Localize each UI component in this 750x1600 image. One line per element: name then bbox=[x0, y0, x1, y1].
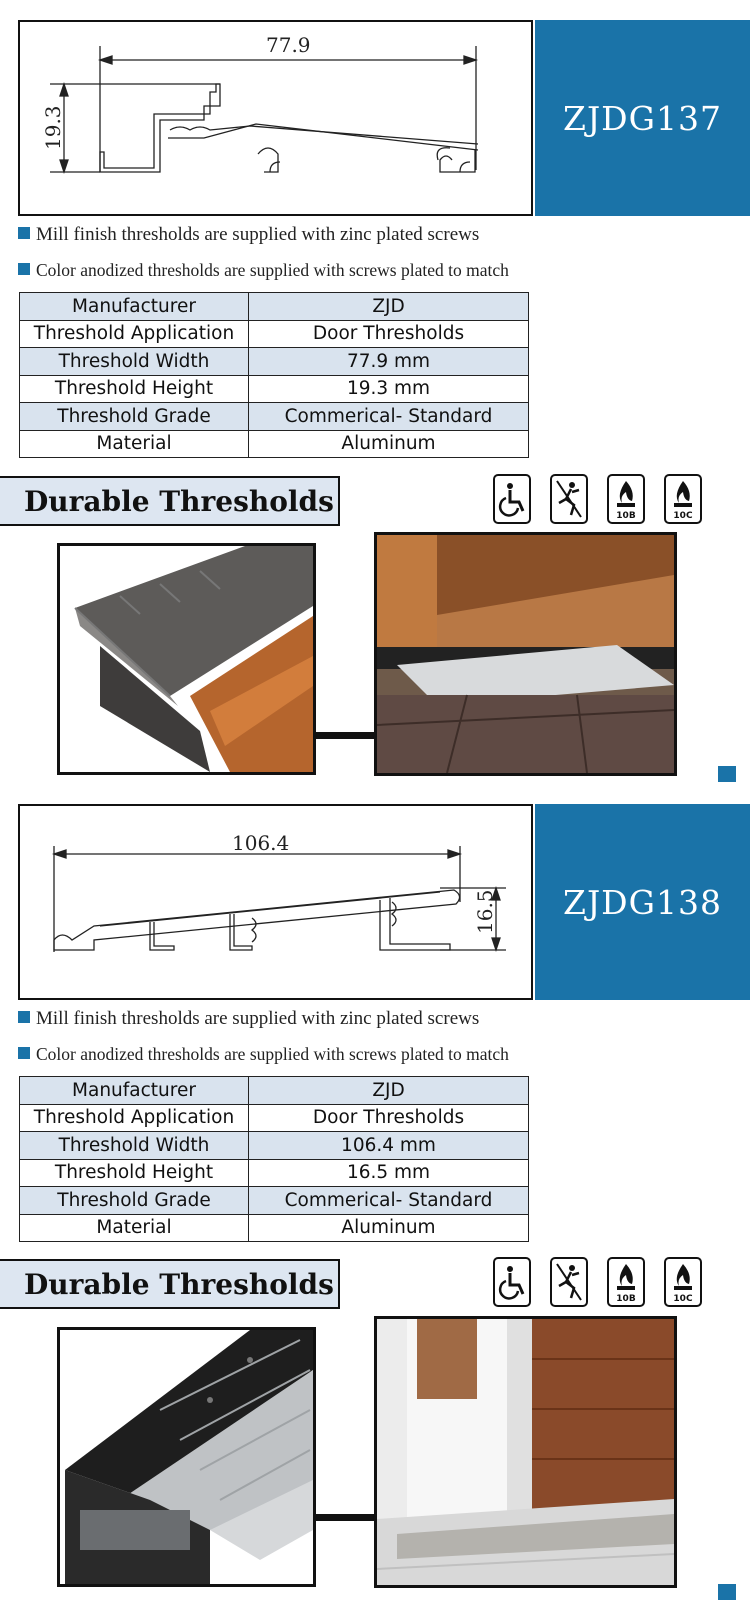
section-banner bbox=[0, 476, 340, 526]
spec-key: Threshold Width bbox=[20, 1132, 249, 1160]
spec-key: Threshold Grade bbox=[20, 1187, 249, 1215]
fire-rating-label: 10C bbox=[673, 511, 693, 521]
installed-threshold-photo bbox=[374, 1316, 677, 1588]
dimension-width-label: 77.9 bbox=[266, 33, 311, 57]
connector-line bbox=[316, 1514, 374, 1521]
wheelchair-icon bbox=[493, 1257, 531, 1307]
table-row bbox=[20, 320, 529, 348]
note-text: Mill finish thresholds are supplied with zinc plated screws bbox=[36, 1008, 480, 1029]
table-row bbox=[20, 1104, 529, 1132]
table-row bbox=[20, 293, 529, 321]
spec-value: Aluminum bbox=[249, 1214, 529, 1242]
table-row bbox=[20, 1132, 529, 1160]
model-number-panel bbox=[535, 804, 750, 1000]
table-row bbox=[20, 1187, 529, 1215]
spec-value: Aluminum bbox=[249, 430, 529, 458]
fire-rating-label: 10B bbox=[616, 1294, 636, 1304]
connector-line bbox=[316, 732, 374, 739]
model-number: ZJDG138 bbox=[563, 882, 722, 922]
spec-value: ZJD bbox=[249, 1077, 529, 1105]
spec-key: Manufacturer bbox=[20, 293, 249, 321]
spec-key: Threshold Application bbox=[20, 1104, 249, 1132]
wheelchair-icon bbox=[493, 474, 531, 524]
banner-title: Durable Thresholds bbox=[24, 484, 334, 518]
table-row bbox=[20, 1159, 529, 1187]
spec-table-1 bbox=[19, 292, 529, 458]
no-trip-icon bbox=[550, 474, 588, 524]
dimension-width-label: 106.4 bbox=[232, 831, 290, 855]
table-row bbox=[20, 348, 529, 376]
note-mill-finish bbox=[18, 224, 479, 246]
spec-key: Threshold Height bbox=[20, 375, 249, 403]
spec-value: 77.9 mm bbox=[249, 348, 529, 376]
spec-key: Material bbox=[20, 430, 249, 458]
fire-rating-label: 10B bbox=[616, 511, 636, 521]
dimension-height-label: 19.3 bbox=[41, 105, 65, 150]
spec-key: Threshold Width bbox=[20, 348, 249, 376]
fire-rating-10c-icon bbox=[664, 1257, 702, 1307]
note-text: Color anodized thresholds are supplied with screws plated to match bbox=[36, 260, 509, 280]
spec-key: Threshold Grade bbox=[20, 403, 249, 431]
profile-drawing-2 bbox=[18, 804, 533, 1000]
fire-rating-label: 10C bbox=[673, 1294, 693, 1304]
threshold-profile-diagram bbox=[20, 22, 531, 214]
spec-key: Threshold Height bbox=[20, 1159, 249, 1187]
note-color-anodized bbox=[18, 1044, 509, 1065]
spec-value: 16.5 mm bbox=[249, 1159, 529, 1187]
spec-value: Door Thresholds bbox=[249, 1104, 529, 1132]
corner-marker bbox=[718, 766, 736, 782]
fire-rating-10b-icon bbox=[607, 1257, 645, 1307]
spec-value: Commerical- Standard bbox=[249, 403, 529, 431]
spec-value: ZJD bbox=[249, 293, 529, 321]
table-row bbox=[20, 375, 529, 403]
product-photo-profile bbox=[57, 1327, 316, 1587]
spec-key: Material bbox=[20, 1214, 249, 1242]
model-number: ZJDG137 bbox=[563, 98, 722, 138]
banner-title: Durable Thresholds bbox=[24, 1267, 334, 1301]
spec-value: 19.3 mm bbox=[249, 375, 529, 403]
spec-key: Threshold Application bbox=[20, 320, 249, 348]
table-row bbox=[20, 403, 529, 431]
note-color-anodized bbox=[18, 260, 509, 281]
fire-rating-10c-icon bbox=[664, 474, 702, 524]
note-text: Mill finish thresholds are supplied with zinc plated screws bbox=[36, 224, 480, 245]
note-text: Color anodized thresholds are supplied with screws plated to match bbox=[36, 1044, 509, 1064]
table-row bbox=[20, 1214, 529, 1242]
product-photo-profile bbox=[57, 543, 316, 775]
installed-threshold-photo bbox=[374, 532, 677, 776]
bullet-square-icon bbox=[18, 1047, 30, 1059]
bullet-square-icon bbox=[18, 1011, 30, 1023]
bullet-square-icon bbox=[18, 227, 30, 239]
spec-value: Commerical- Standard bbox=[249, 1187, 529, 1215]
fire-rating-10b-icon bbox=[607, 474, 645, 524]
bullet-square-icon bbox=[18, 263, 30, 275]
table-row bbox=[20, 1077, 529, 1105]
spec-key: Manufacturer bbox=[20, 1077, 249, 1105]
spec-table-2 bbox=[19, 1076, 529, 1242]
threshold-profile-diagram bbox=[20, 806, 531, 998]
spec-value: 106.4 mm bbox=[249, 1132, 529, 1160]
corner-marker bbox=[718, 1584, 736, 1600]
table-row bbox=[20, 430, 529, 458]
dimension-height-label: 16.5 bbox=[473, 889, 497, 934]
note-mill-finish bbox=[18, 1008, 479, 1030]
section-banner bbox=[0, 1259, 340, 1309]
profile-drawing-1 bbox=[18, 20, 533, 216]
no-trip-icon bbox=[550, 1257, 588, 1307]
spec-value: Door Thresholds bbox=[249, 320, 529, 348]
model-number-panel bbox=[535, 20, 750, 216]
